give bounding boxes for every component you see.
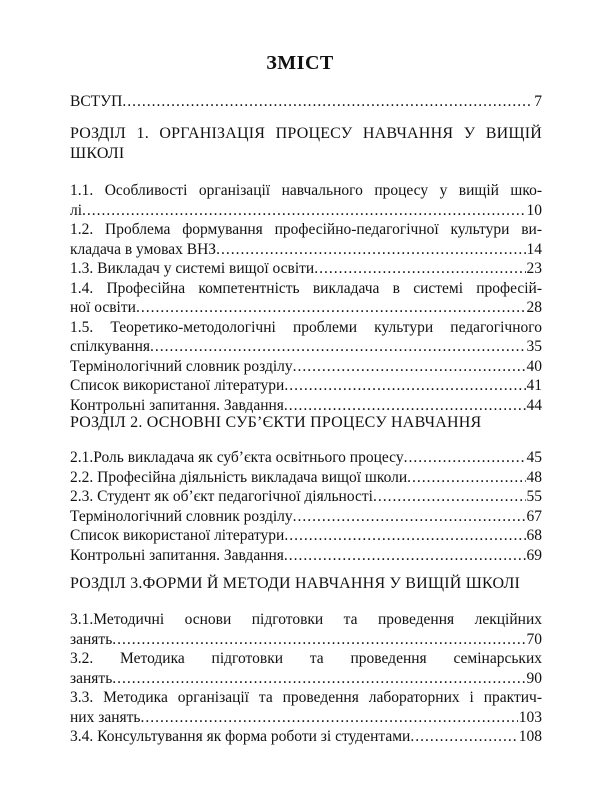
toc-entry[interactable] — [70, 240, 542, 260]
toc-entry-line1: 1.4. Професійна компетентність викладача в системі професій- — [70, 279, 542, 297]
section-heading-line: РОЗДІЛ 1. ОРГАНІЗАЦІЯ ПРОЦЕСУ НАВЧАННЯ У ВИЩІЙ — [70, 125, 542, 142]
section-1-entries — [70, 181, 542, 415]
toc-entry-text: 2.1.Роль викладача як суб’єкта освітнього процесу — [70, 449, 404, 466]
dot-leader — [407, 468, 525, 488]
toc-entry-text: занять — [70, 630, 113, 648]
toc-entry-text: ВСТУП — [70, 93, 123, 110]
toc-page-number: 41 — [526, 377, 542, 394]
section-heading-line: РОЗДІЛ 2. ОСНОВНІ СУБ’ЄКТИ ПРОЦЕСУ НАВЧАННЯ — [70, 414, 482, 431]
toc-entry-text: Список використаної літератури — [70, 377, 285, 394]
toc-entry-text: занять — [70, 669, 113, 687]
toc-page-number: 35 — [526, 338, 542, 355]
section-3-entries — [70, 610, 542, 747]
dot-leader — [122, 92, 533, 112]
toc-entry-line1: 3.1.Методичні основи підготовки та проведення лекційних — [70, 611, 542, 628]
toc-entry-text: лі — [70, 201, 83, 219]
toc-intro — [70, 92, 542, 112]
toc-entry[interactable] — [70, 546, 542, 566]
toc-entry[interactable] — [70, 487, 542, 507]
dot-leader — [410, 727, 517, 747]
toc-page-number: 103 — [518, 708, 542, 726]
section-3-heading — [70, 574, 542, 594]
toc-page-number: 70 — [526, 630, 542, 648]
toc-entry[interactable] — [70, 357, 542, 377]
toc-entry-text: 3.4. Консультування як форма роботи зі студентами — [70, 728, 411, 745]
toc-entry[interactable] — [70, 727, 542, 747]
toc-entry[interactable] — [70, 92, 542, 112]
toc-entry-text: 1.3. Викладач у системі вищої освіти — [70, 260, 315, 277]
toc-entry[interactable] — [70, 708, 542, 728]
toc-page-number: 48 — [526, 468, 542, 486]
dot-leader — [112, 669, 525, 689]
toc-entry-line1: 3.2. Методика підготовки та проведення семінарських — [70, 650, 542, 667]
dot-leader — [284, 526, 525, 546]
toc-entry-text: ної освіти — [70, 299, 136, 316]
toc-entry-line1: 1.5. Теоретико-методологічні проблеми культури педагогічного — [70, 318, 542, 336]
toc-entry[interactable] — [70, 669, 542, 689]
toc-entry[interactable] — [70, 298, 542, 318]
dot-leader — [140, 708, 517, 728]
dot-leader — [293, 507, 526, 527]
toc-entry-line1: 1.2. Проблема формування професійно-педагогічної культури ви- — [70, 221, 542, 238]
toc-entry[interactable] — [70, 630, 542, 650]
section-1-heading — [70, 124, 542, 164]
toc-page-number: 67 — [526, 507, 542, 525]
toc-page-number: 45 — [526, 449, 542, 466]
toc-entry[interactable] — [70, 376, 542, 396]
toc-entry-text: спілкування — [70, 338, 150, 355]
toc-entry-text: Список використаної літератури — [70, 527, 285, 544]
toc-entry-text: Контрольні запитання. Завдання — [70, 546, 284, 564]
toc-entry[interactable] — [70, 468, 542, 488]
toc-entry[interactable] — [70, 201, 542, 221]
dot-leader — [314, 259, 525, 279]
toc-page-number: 55 — [526, 488, 542, 505]
dot-leader — [150, 337, 526, 357]
dot-leader — [284, 376, 525, 396]
toc-entry[interactable] — [70, 507, 542, 527]
toc-entry-text: Контрольні запитання. Завдання — [70, 396, 284, 414]
toc-entry-text: Термінологічний словник розділу — [70, 507, 293, 525]
page-title: ЗМІСТ — [266, 52, 334, 74]
section-heading-line: РОЗДІЛ 3.ФОРМИ Й МЕТОДИ НАВЧАННЯ У ВИЩІЙ ШКОЛІ — [70, 575, 521, 592]
dot-leader — [404, 448, 526, 468]
toc-page-number: 23 — [526, 260, 542, 277]
toc-page-number: 68 — [526, 527, 542, 544]
toc-page-number: 108 — [518, 728, 542, 745]
toc-entry-line1: 1.1. Особливості організації навчального процесу у вищій шко- — [70, 182, 542, 199]
section-heading-line: ШКОЛІ — [70, 145, 125, 162]
toc-page-number: 10 — [526, 201, 542, 219]
dot-leader — [136, 298, 526, 318]
dot-leader — [216, 240, 525, 260]
toc-entry[interactable] — [70, 337, 542, 357]
toc-entry-text: кладача в умовах ВНЗ — [70, 240, 217, 258]
toc-entry-text: 2.2. Професійна діяльність викладача вищої школи — [70, 468, 408, 486]
toc-entry-text: 2.3. Студент як об’єкт педагогічної діяльності — [70, 488, 373, 505]
toc-page-number: 14 — [526, 240, 542, 258]
toc-entry-text: них занять — [70, 708, 141, 726]
toc-page-number: 90 — [526, 669, 542, 687]
toc-page-number: 44 — [526, 396, 542, 414]
toc-entry-text: Термінологічний словник розділу — [70, 357, 293, 375]
toc-page-number: 69 — [526, 546, 542, 564]
section-2-entries — [70, 448, 542, 565]
toc-page-number: 40 — [526, 357, 542, 375]
dot-leader — [373, 487, 526, 507]
dot-leader — [284, 546, 526, 566]
section-2-heading — [70, 413, 542, 433]
toc-page-number: 7 — [534, 93, 542, 110]
toc-page-number: 28 — [526, 299, 542, 316]
toc-entry[interactable] — [70, 448, 542, 468]
dot-leader — [293, 357, 526, 377]
toc-entry-line1: 3.3. Методика організації та проведення лабораторних і практич- — [70, 689, 542, 706]
dot-leader — [112, 630, 525, 650]
dot-leader — [82, 201, 525, 221]
toc-entry[interactable] — [70, 259, 542, 279]
toc-entry[interactable] — [70, 526, 542, 546]
